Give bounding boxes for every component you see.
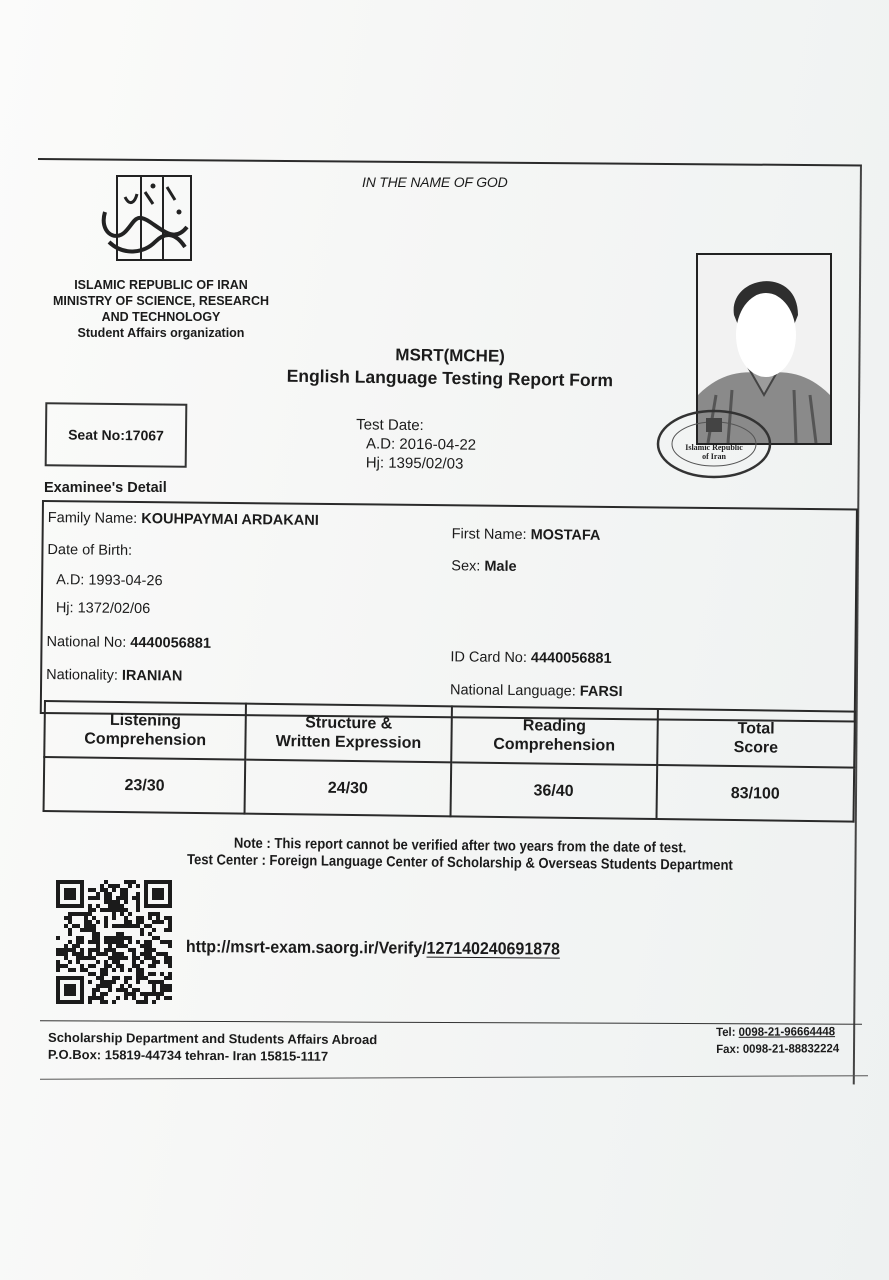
issuing-organization (36, 277, 286, 341)
tel-label: Tel: (716, 1024, 739, 1039)
id-card-label: ID Card No: (450, 649, 532, 667)
national-language-field (450, 682, 623, 700)
national-no-value: 4440056881 (130, 634, 212, 652)
national-no-label: National No: (46, 634, 131, 651)
score-header-total: Total Score (657, 709, 855, 768)
footer-fax (716, 1040, 839, 1058)
form-title-line1: MSRT(MCHE) (395, 345, 506, 366)
first-name-value: MOSTAFA (530, 527, 601, 544)
national-language-label: National Language: (449, 682, 580, 700)
org-line: MINISTRY OF SCIENCE, RESEARCH (53, 294, 269, 308)
nationality-label: Nationality: (46, 667, 123, 684)
note-line: Note : This report cannot be verified after two years from the date of test. (233, 835, 687, 857)
seat-number: Seat No:17067 (68, 426, 164, 444)
stamp-text: Islamic Republic (685, 443, 743, 452)
footer-contact (716, 1023, 839, 1058)
national-language-value: FARSI (579, 683, 623, 701)
scores-value-row (44, 757, 855, 822)
verification-code: 127140240691878 (426, 938, 560, 959)
form-title-line2: English Language Testing Report Form (286, 365, 614, 391)
footer-department: Scholarship Department and Students Affairs Abroad (48, 1029, 378, 1048)
footer-address (48, 1029, 377, 1065)
official-stamp-icon (655, 408, 773, 480)
sex-value: Male (484, 558, 517, 575)
dob-hj: Hj: 1372/02/06 (55, 600, 151, 618)
test-center-line: Test Center : Foreign Language Center of Scholarship & Overseas Students Department (186, 852, 733, 874)
verification-url-prefix: http://msrt-exam.saorg.ir/Verify/ (185, 937, 427, 958)
family-name-value: KOUHPAYMAI ARDAKANI (141, 511, 319, 529)
test-date-label: Test Date: (356, 416, 424, 435)
nationality-field (46, 667, 182, 684)
fax-value: 0098-21-88832224 (742, 1041, 840, 1056)
org-line: AND TECHNOLOGY (101, 310, 221, 324)
dob-label: Date of Birth: (47, 542, 133, 559)
national-no-field (46, 634, 211, 652)
score-header-structure: Structure & Written Expression (246, 704, 452, 763)
score-total: 83/100 (656, 765, 854, 822)
verification-note (154, 835, 766, 875)
tel-value: 0098-21-96664448 (738, 1024, 836, 1039)
score-header-reading: Reading Comprehension (451, 706, 658, 765)
fax-label: Fax: (716, 1041, 743, 1056)
calligraphy-logo-icon (95, 172, 195, 272)
test-date-ad: A.D: 2016-04-22 (365, 435, 477, 454)
nationality-value: IRANIAN (121, 667, 183, 685)
form-title (270, 342, 631, 391)
score-structure: 24/30 (245, 760, 451, 817)
first-name-label: First Name: (451, 526, 531, 544)
test-date-hj: Hj: 1395/02/03 (365, 454, 464, 473)
scores-table (43, 700, 856, 823)
id-card-field (450, 649, 611, 667)
qr-code-icon (56, 880, 172, 1004)
org-line: ISLAMIC REPUBLIC OF IRAN (74, 278, 248, 292)
verification-link[interactable] (186, 937, 560, 960)
first-name-field (452, 526, 601, 544)
sex-field (451, 558, 516, 575)
seat-number-box (45, 402, 188, 467)
org-subtitle: Student Affairs organization (77, 326, 245, 340)
score-header-listening: Listening Comprehension (44, 701, 246, 760)
score-listening: 23/30 (44, 757, 246, 814)
score-reading: 36/40 (450, 762, 657, 819)
examinee-section-title: Examinee's Detail (44, 480, 167, 496)
examinee-details-box (40, 500, 858, 723)
footer-po-box: P.O.Box: 15819-44734 tehran- Iran 15815-1117 (47, 1046, 329, 1064)
invocation-heading: IN THE NAME OF GOD (362, 174, 508, 190)
id-card-value: 4440056881 (530, 650, 612, 667)
dob-ad: A.D: 1993-04-26 (56, 572, 163, 590)
sex-label: Sex: (451, 558, 485, 575)
test-date-block (356, 415, 477, 473)
family-name-label: Family Name: (47, 510, 142, 528)
family-name-field (48, 510, 319, 529)
footer-tel (716, 1023, 839, 1041)
stamp-text: of Iran (702, 452, 726, 461)
